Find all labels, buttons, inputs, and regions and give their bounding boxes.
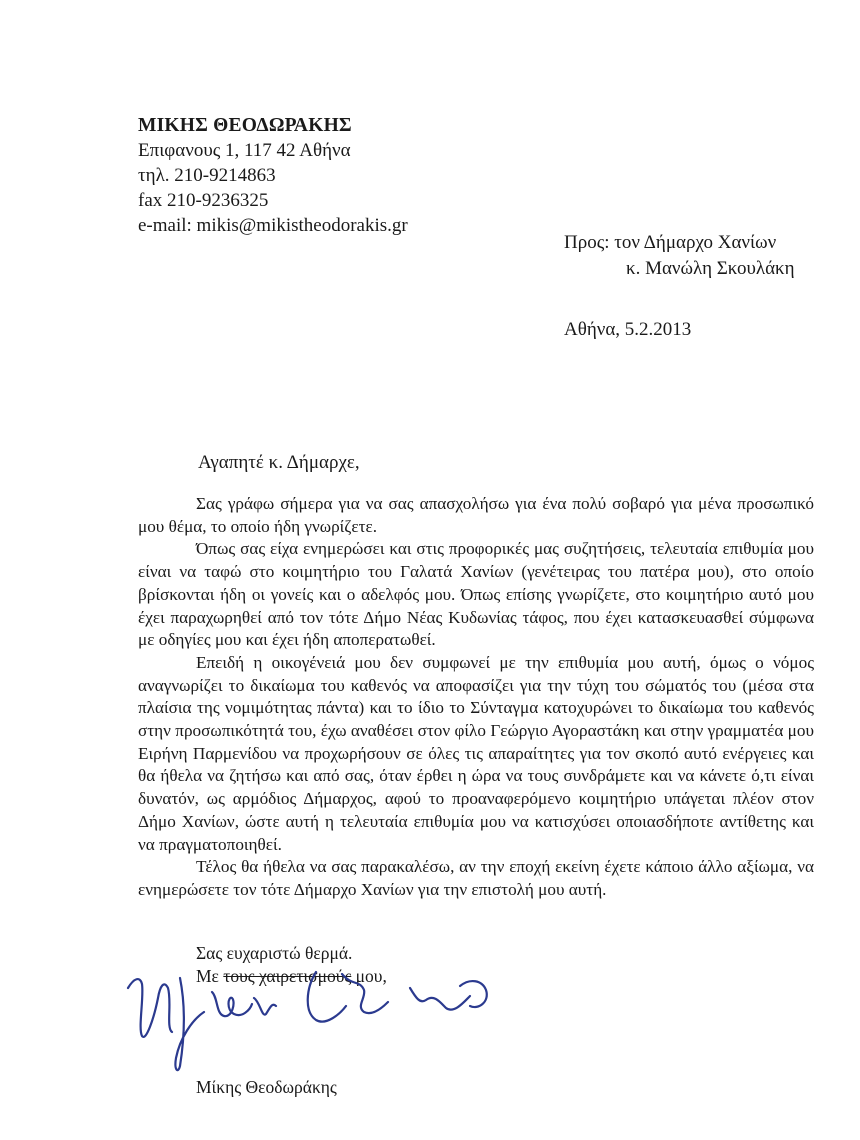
handwritten-signature (120, 958, 640, 1078)
closing-thanks: Σας ευχαριστώ θερμά. (196, 943, 353, 963)
sender-name: ΜΙΚΗΣ ΘΕΟΔΩΡΑΚΗΣ (138, 115, 352, 136)
letter-date: Αθήνα, 5.2.2013 (564, 319, 692, 340)
body-paragraph-4: Τέλος θα ήθελα να σας παρακαλέσω, αν την εποχή εκείνη έχετε κάποιο άλλο αξίωμα, να ενημερώσετε τον τότε Δήμαρχο Χανίων για την επιστολή μου αυτή. (138, 857, 814, 899)
sender-email: e-mail: mikis@mikistheodorakis.gr (138, 215, 408, 236)
sender-phone: τηλ. 210-9214863 (138, 165, 276, 186)
sender-address: Επιφανους 1, 117 42 Αθήνα (138, 140, 351, 161)
letter-body (138, 493, 814, 902)
sender-fax: fax 210-9236325 (138, 190, 269, 211)
sender-block (138, 113, 408, 238)
signed-name: Μίκης Θεοδωράκης (196, 1077, 337, 1097)
closing-regards-suffix: μου, (351, 966, 387, 986)
body-paragraph-2: Όπως σας είχα ενημερώσει και στις προφορικές μας συζητήσεις, τελευταία επιθυμία μου είναι να ταφώ στο κοιμητήριο του Γαλατά Χανίων (γενέτειρας του πατέρα μου), στο οποίο βρίσκονται ήδη οι γονείς και ο αδελφός μου. Όπως επίσης γνωρίζετε, στο κοιμητήριο αυτό μου έχει παραχωρηθεί από τον τότε Δήμο Νέας Κυδωνίας τάφος, που έχει κατασκευασθεί σύμφωνα με οδηγίες μου και έχει ήδη αποπερατωθεί. (138, 539, 814, 650)
salutation: Αγαπητέ κ. Δήμαρχε, (198, 452, 360, 473)
body-paragraph-1: Σας γράφω σήμερα για να σας απασχολήσω για ένα πολύ σοβαρό για μένα προσωπικό μου θέμα, το οποίο ήδη γνωρίζετε. (138, 494, 814, 536)
closing-regards-struck: τους χαιρετισμούς (223, 966, 352, 986)
recipient-line-1: Προς: τον Δήμαρχο Χανίων (564, 232, 777, 253)
body-paragraph-3: Επειδή η οικογένειά μου δεν συμφωνεί με την επιθυμία μου αυτή, όμως ο νόμος αναγνωρίζει το δικαίωμα του καθενός να αποφασίζει για την τύχη του σώματός του (μέσα στα πλαίσια της νομιμότητας πάντα) και το ίδιο το Σύνταγμα κατοχυρώνει το δικαίωμα του καθενός στην προσωπικότητά του, έχω αναθέσει στον φίλο Γεώργιο Αγοραστάκη και στην γραμματέα μου Ειρήνη Παρμενίδου να προχωρήσουν σε όλες τις απαραίτητες για τον σκοπό αυτό ενέργειες και θα ήθελα να ζητήσω και από σας, όταν έρθει η ώρα να τους συνδράμετε και να κάνετε ό,τι είναι δυνατόν, ως αρμόδιος Δήμαρχος, αφού το προαναφερόμενο κοιμητήριο υπάγεται πλέον στον Δήμο Χανίων, ώστε αυτή η τελευταία επιθυμία μου να κατισχύσει οποιασδήποτε αντίθετης και να πραγματοποιηθεί. (138, 652, 814, 854)
closing-regards-prefix: Με (196, 966, 224, 986)
recipient-block (564, 230, 795, 282)
recipient-line-2: κ. Μανώλη Σκουλάκη (626, 258, 795, 279)
